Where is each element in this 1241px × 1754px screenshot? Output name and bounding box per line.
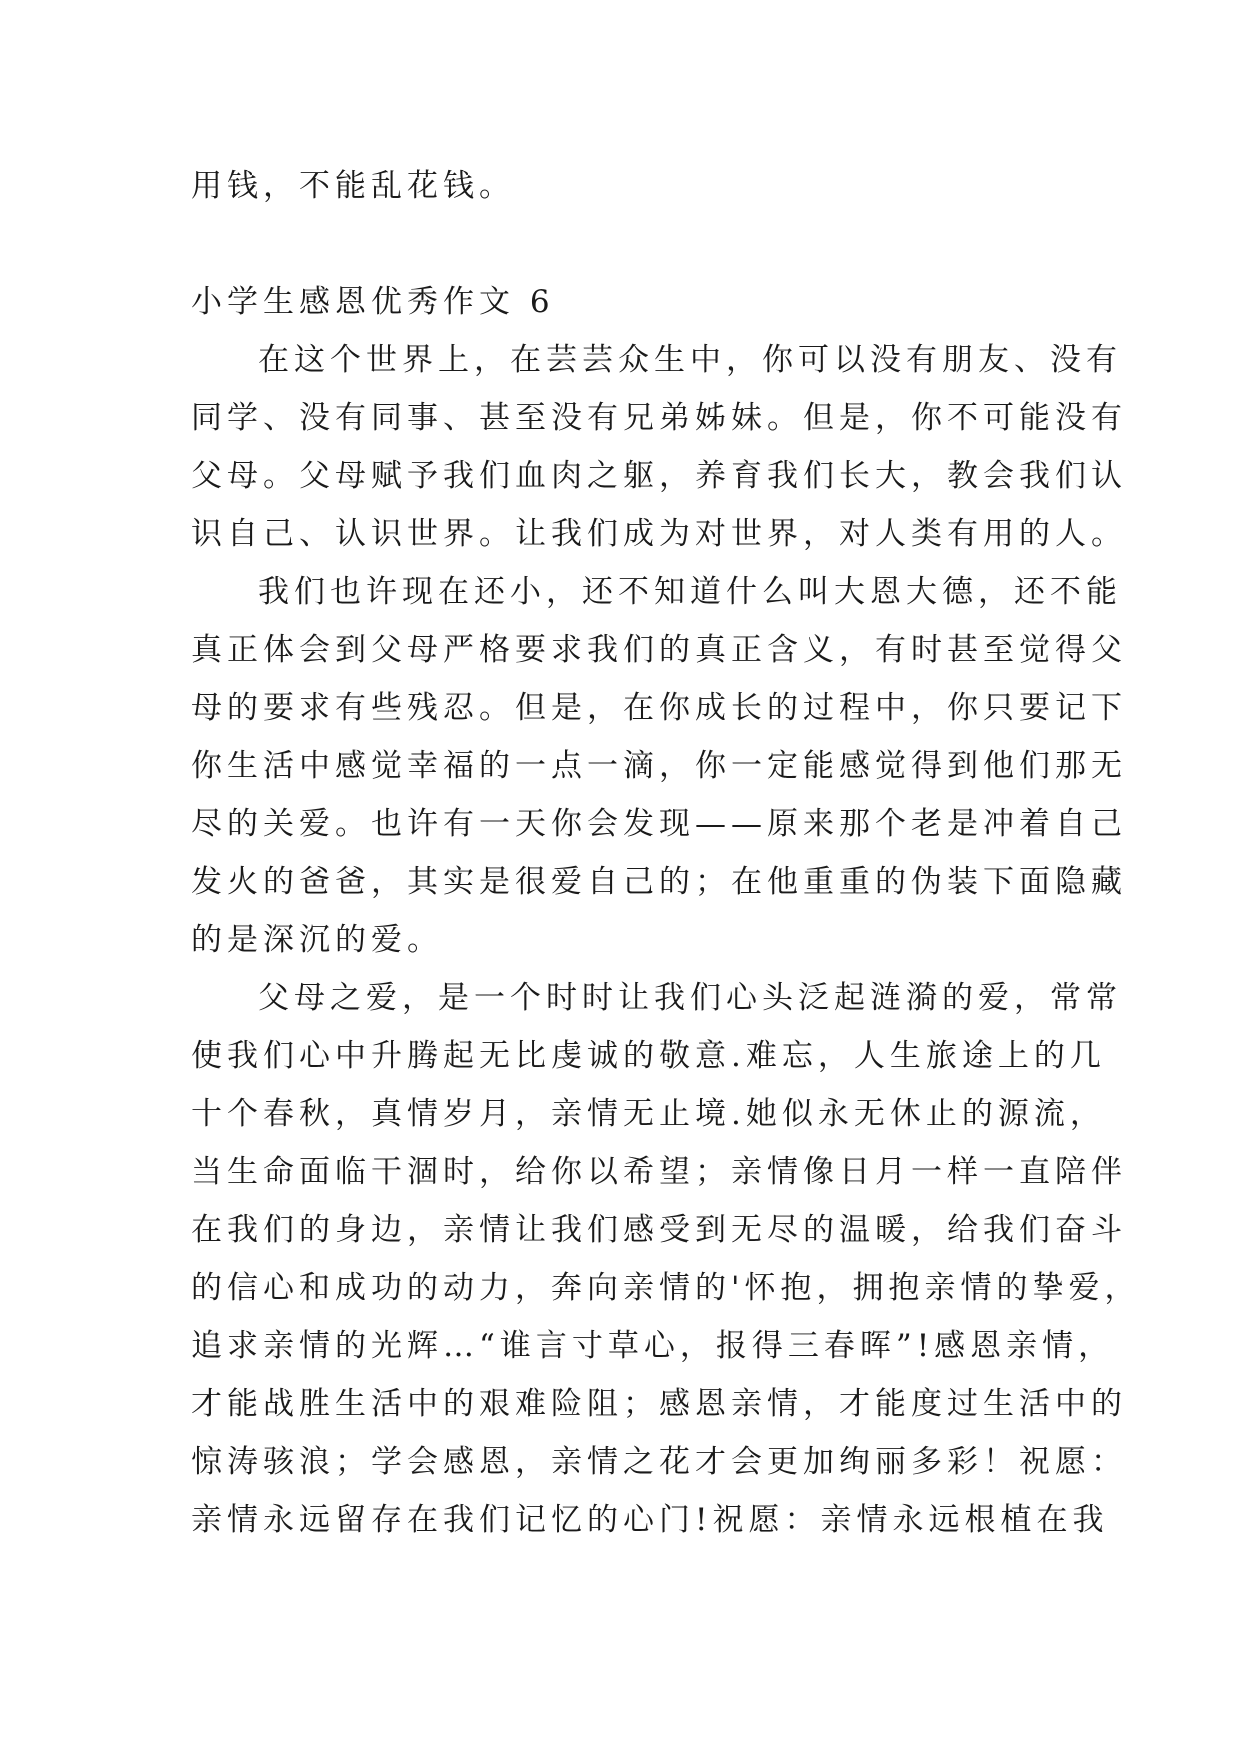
paragraph-line: 我们也许现在还小，还不知道什么叫大恩大德，还不能 — [258, 574, 1122, 610]
paragraph-line: 用钱，不能乱花钱。 — [191, 168, 515, 204]
paragraph-line: 亲情永远留存在我们记忆的心门!祝愿：亲情永远根植在我 — [191, 1502, 1109, 1538]
paragraph-line: 在这个世界上，在芸芸众生中，你可以没有朋友、没有 — [258, 342, 1122, 378]
paragraph-line: 追求亲情的光辉…“谁言寸草心，报得三春晖”!感恩亲情， — [191, 1328, 1115, 1364]
paragraph-line: 惊涛骇浪；学会感恩，亲情之花才会更加绚丽多彩！祝愿： — [191, 1444, 1127, 1480]
paragraph-line: 的是深沉的爱。 — [191, 922, 443, 958]
paragraph-line: 尽的关爱。也许有一天你会发现——原来那个老是冲着自己 — [191, 806, 1127, 842]
paragraph-line: 真正体会到父母严格要求我们的真正含义，有时甚至觉得父 — [191, 632, 1127, 668]
paragraph-line: 当生命面临干涸时，给你以希望；亲情像日月一样一直陪伴 — [191, 1154, 1127, 1190]
paragraph-line: 才能战胜生活中的艰难险阻；感恩亲情，才能度过生活中的 — [191, 1386, 1127, 1422]
paragraph-line: 母的要求有些残忍。但是，在你成长的过程中，你只要记下 — [191, 690, 1127, 726]
paragraph-line: 十个春秋，真情岁月，亲情无止境.她似永无休止的源流， — [191, 1096, 1106, 1132]
paragraph-line: 使我们心中升腾起无比虔诚的敬意.难忘，人生旅途上的几 — [191, 1038, 1106, 1074]
paragraph-line: 父母。父母赋予我们血肉之躯，养育我们长大，教会我们认 — [191, 458, 1127, 494]
paragraph-line: 识自己、认识世界。让我们成为对世界，对人类有用的人。 — [191, 516, 1127, 552]
paragraph-line: 在我们的身边，亲情让我们感受到无尽的温暖，给我们奋斗 — [191, 1212, 1127, 1248]
paragraph-line: 的信心和成功的动力，奔向亲情的'怀抱，拥抱亲情的挚爱， — [191, 1270, 1141, 1306]
paragraph-line: 你生活中感觉幸福的一点一滴，你一定能感觉得到他们那无 — [191, 748, 1127, 784]
paragraph-line: 同学、没有同事、甚至没有兄弟姊妹。但是，你不可能没有 — [191, 400, 1127, 436]
paragraph-line: 发火的爸爸，其实是很爱自己的；在他重重的伪装下面隐藏 — [191, 864, 1127, 900]
paragraph-line: 父母之爱，是一个时时让我们心头泛起涟漪的爱，常常 — [258, 980, 1122, 1016]
section-title: 小学生感恩优秀作文 6 — [191, 284, 555, 320]
